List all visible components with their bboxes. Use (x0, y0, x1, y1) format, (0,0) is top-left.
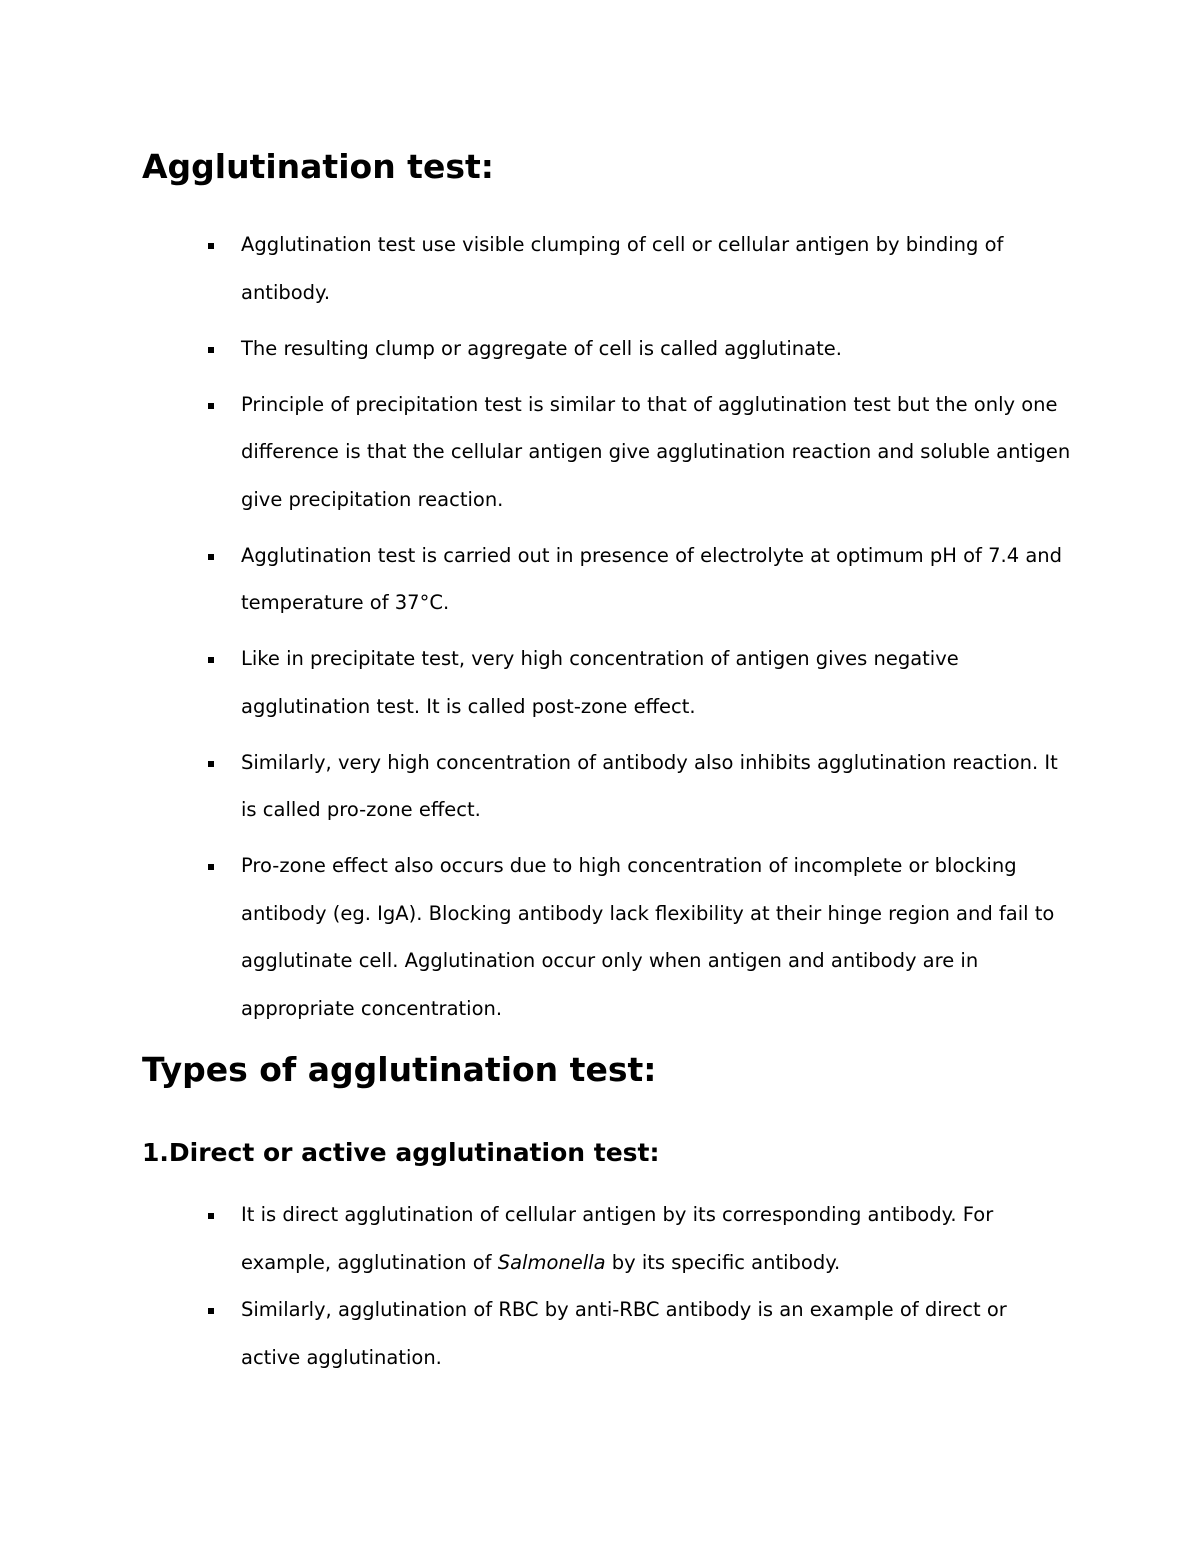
square-bullet-icon (208, 243, 214, 249)
organism-name: Salmonella (497, 1250, 606, 1274)
list-item: Like in precipitate test, very high concentration of antigen gives negative agglutination test. It is called post-zone effect. (142, 635, 1072, 730)
heading-agglutination-test: Agglutination test: (142, 147, 494, 186)
list-item: Similarly, agglutination of RBC by anti-RBC antibody is an example of direct or active agglutination. (142, 1286, 1072, 1381)
list-item: It is direct agglutination of cellular antigen by its corresponding antibody. For example, agglutination of Salmonella by its specific antibody. (142, 1191, 1072, 1286)
square-bullet-icon (208, 1213, 214, 1219)
square-bullet-icon (208, 347, 214, 353)
list-item: Pro-zone effect also occurs due to high concentration of incomplete or blocking antibody (eg. IgA). Blocking antibody lack flexibility at their hinge region and fail to agglutinate cell. Agglutination occur only when antigen and antibody are in appropriate concentration. (142, 842, 1072, 1032)
agglutination-bullet-list (142, 221, 1072, 1041)
list-item: The resulting clump or aggregate of cell is called agglutinate. (142, 325, 1072, 373)
list-item: Principle of precipitation test is similar to that of agglutination test but the only one difference is that the cellular antigen give agglutination reaction and soluble antigen give precipitation reaction. (142, 381, 1072, 524)
list-item: Agglutination test use visible clumping of cell or cellular antigen by binding of antibody. (142, 221, 1072, 316)
square-bullet-icon (208, 657, 214, 663)
square-bullet-icon (208, 1308, 214, 1314)
square-bullet-icon (208, 761, 214, 767)
square-bullet-icon (208, 864, 214, 870)
square-bullet-icon (208, 554, 214, 560)
heading-direct-agglutination: 1.Direct or active agglutination test: (142, 1138, 660, 1167)
square-bullet-icon (208, 403, 214, 409)
list-item: Similarly, very high concentration of antibody also inhibits agglutination reaction. It is called pro-zone effect. (142, 739, 1072, 834)
direct-agglutination-bullet-list (142, 1191, 1072, 1390)
heading-types-of-agglutination: Types of agglutination test: (142, 1050, 657, 1089)
list-item: Agglutination test is carried out in presence of electrolyte at optimum pH of 7.4 and temperature of 37°C. (142, 532, 1072, 627)
